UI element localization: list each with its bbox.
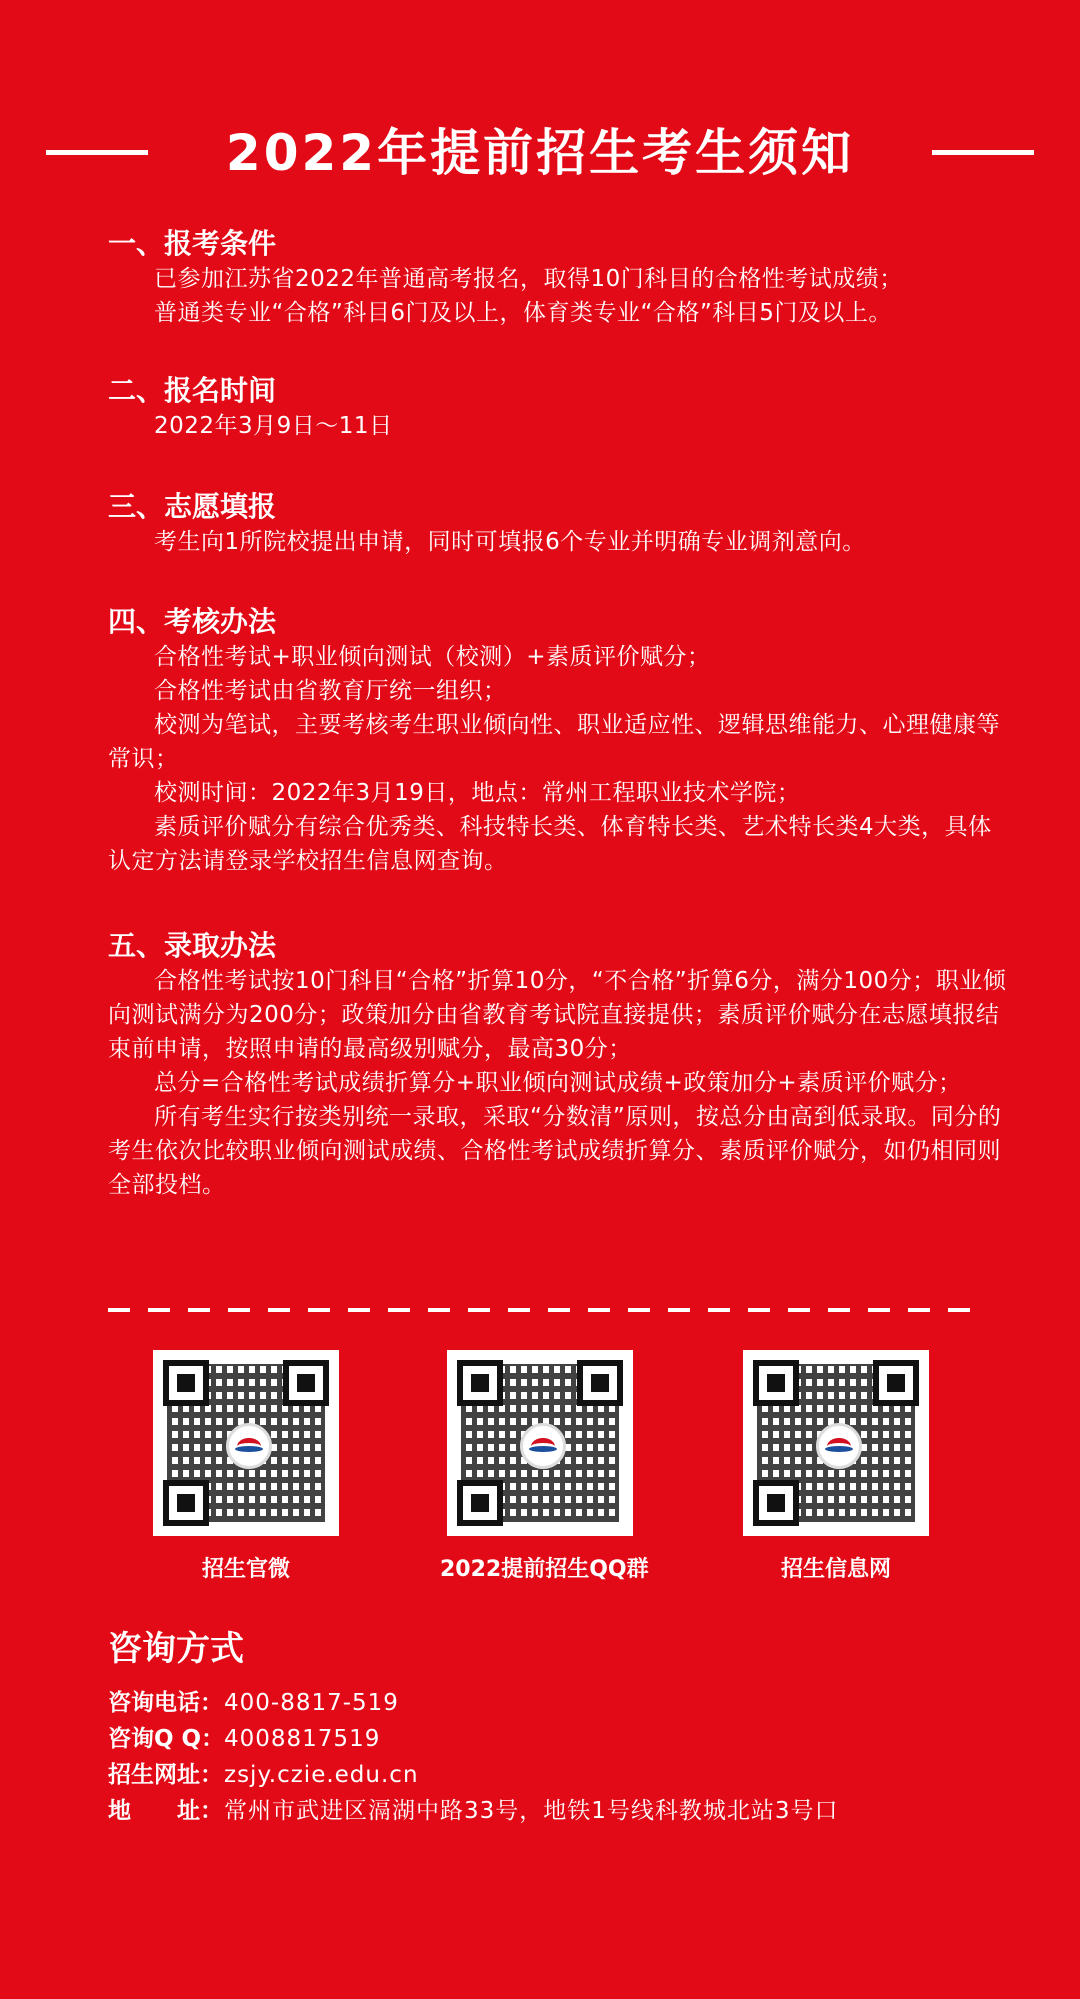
contact-phone-row [108, 1685, 1008, 1721]
section-assessment [108, 604, 1008, 878]
contact-label: 招生网址： [108, 1762, 223, 1788]
section-heading: 一、报考条件 [108, 227, 277, 260]
contact-address-row [108, 1793, 1008, 1829]
section-admission [108, 928, 1008, 1202]
section-paragraph: 考生向1所院校提出申请，同时可填报6个专业并明确专业调剂意向。 [154, 529, 866, 555]
section-heading: 四、考核办法 [108, 605, 277, 638]
title-right-rule [932, 150, 1034, 155]
section-heading: 二、报名时间 [108, 374, 277, 407]
qr-code [743, 1350, 929, 1536]
qr-label: 2022提前招生QQ群 [440, 1557, 649, 1582]
section-paragraph: 普通类专业“合格”科目6门及以上，体育类专业“合格”科目5门及以上。 [154, 300, 892, 326]
section-heading: 五、录取办法 [108, 929, 277, 962]
contact-website-row [108, 1757, 1008, 1793]
section-paragraph: 合格性考试由省教育厅统一组织； [154, 678, 507, 704]
qr-official-wechat[interactable] [146, 1350, 346, 1583]
contact-heading: 咨询方式 [108, 1629, 244, 1669]
school-logo-icon [226, 1423, 272, 1469]
contact-label: 咨询电话： [108, 1690, 223, 1716]
contact-website-link[interactable]: zsjy.czie.edu.cn [224, 1762, 419, 1788]
section-paragraph: 校测为笔试，主要考核考生职业倾向性、职业适应性、逻辑思维能力、心理健康等常识； [108, 712, 1000, 772]
section-heading: 三、志愿填报 [108, 490, 277, 523]
contact-section [108, 1627, 1008, 1829]
title-left-rule [46, 150, 148, 155]
school-logo-icon [520, 1423, 566, 1469]
school-logo-icon [816, 1423, 862, 1469]
contact-qq-row [108, 1721, 1008, 1757]
contact-address: 常州市武进区滆湖中路33号，地铁1号线科教城北站3号口 [224, 1798, 839, 1824]
section-paragraph: 所有考生实行按类别统一录取，采取“分数清”原则，按总分由高到低录取。同分的考生依次比较职业倾向测试成绩、合格性考试成绩折算分、素质评价赋分，如仍相同则全部投档。 [108, 1104, 1002, 1198]
section-eligibility [108, 226, 1008, 330]
section-application [108, 489, 1008, 559]
section-paragraph: 已参加江苏省2022年普通高考报名，取得10门科目的合格性考试成绩； [154, 266, 903, 292]
page-title: 2022年提前招生考生须知 [225, 124, 855, 182]
qr-code [153, 1350, 339, 1536]
section-paragraph: 合格性考试按10门科目“合格”折算10分，“不合格”折算6分，满分100分；职业倾向测试满分为200分；政策加分由省教育考试院直接提供；素质评价赋分在志愿填报结束前申请，按照申请的最高级别赋分，最高30分； [108, 968, 1007, 1062]
qr-label: 招生信息网 [780, 1557, 891, 1582]
qr-admissions-site[interactable] [736, 1350, 936, 1583]
section-paragraph: 2022年3月9日～11日 [154, 413, 393, 439]
section-paragraph: 合格性考试+职业倾向测试（校测）+素质评价赋分； [154, 644, 711, 670]
section-registration-time [108, 373, 1008, 443]
contact-phone[interactable]: 400-8817-519 [224, 1690, 399, 1716]
contact-qq[interactable]: 4008817519 [224, 1726, 381, 1752]
dashed-divider [108, 1308, 970, 1312]
section-paragraph: 素质评价赋分有综合优秀类、科技特长类、体育特长类、艺术特长类4大类，具体认定方法请登录学校招生信息网查询。 [108, 814, 992, 874]
section-paragraph: 总分=合格性考试成绩折算分+职业倾向测试成绩+政策加分+素质评价赋分； [154, 1070, 962, 1096]
contact-label: 咨询Q Q： [108, 1726, 225, 1752]
title-banner [0, 118, 1080, 188]
section-paragraph: 校测时间：2022年3月19日，地点：常州工程职业技术学院； [154, 780, 801, 806]
qr-label: 招生官微 [201, 1557, 290, 1582]
qr-code [447, 1350, 633, 1536]
contact-label: 地 址： [108, 1798, 223, 1824]
qr-qq-group[interactable] [440, 1350, 649, 1583]
